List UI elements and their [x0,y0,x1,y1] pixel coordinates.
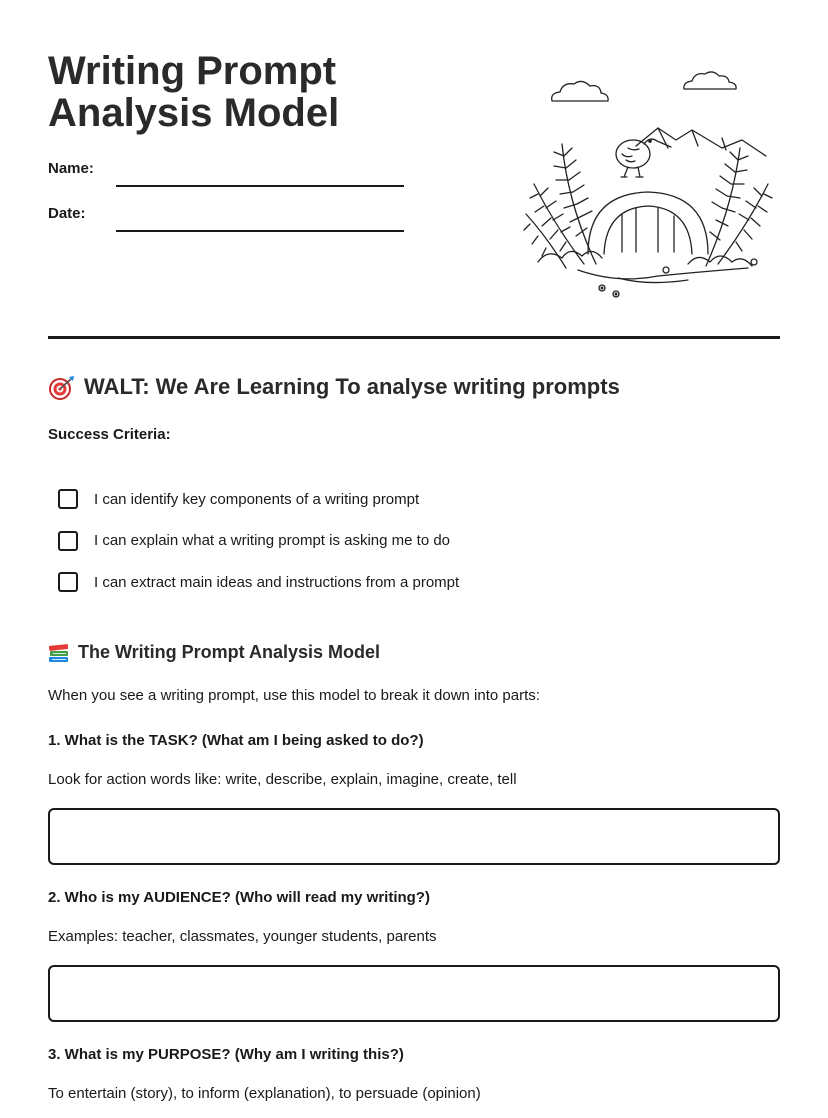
criterion-checkbox[interactable] [58,489,78,509]
date-label: Date: [48,205,86,222]
walt-text: WALT: We Are Learning To analyse writing prompts [84,374,620,399]
criterion-text: I can explain what a writing prompt is asking me to do [94,532,451,549]
date-field-row [48,205,404,222]
model-heading [48,642,380,663]
question-task: 1. What is the TASK? (What am I being asked to do?) [48,732,424,749]
criterion-text: I can extract main ideas and instructions from a prompt [94,573,460,591]
title-line-2: Analysis Model [48,91,340,135]
criterion-item [58,571,459,593]
hint-purpose: To entertain (story), to inform (explanation), to persuade (opinion) [48,1085,481,1102]
hint-task: Look for action words like: write, describe, explain, imagine, create, tell [48,771,517,788]
success-criteria-list [58,488,459,613]
title-line-1: Writing Prompt [48,49,337,93]
audience-answer-box[interactable] [48,965,780,1022]
task-answer-box[interactable] [48,808,780,865]
books-icon [48,643,70,663]
name-line[interactable] [116,185,404,187]
name-label: Name: [48,160,94,177]
model-heading-text: The Writing Prompt Analysis Model [78,642,381,662]
question-audience: 2. Who is my AUDIENCE? (Who will read my writing?) [48,889,430,906]
date-line[interactable] [116,230,404,232]
page-title [48,50,408,134]
criterion-checkbox[interactable] [58,572,78,592]
section-divider [48,336,780,339]
criterion-text: I can identify key components of a writing prompt [94,490,420,508]
name-field-row [48,160,404,177]
model-intro: When you see a writing prompt, use this model to break it down into parts: [48,687,540,704]
success-criteria-label: Success Criteria: [48,426,171,443]
criterion-item [58,488,459,510]
target-icon [48,374,76,400]
kiwi-bird-bush-illustration [518,64,778,304]
criterion-item [58,530,459,552]
walt-heading [48,374,620,400]
hint-audience: Examples: teacher, classmates, younger students, parents [48,928,437,945]
question-purpose: 3. What is my PURPOSE? (Why am I writing this?) [48,1046,404,1063]
criterion-checkbox[interactable] [58,531,78,551]
